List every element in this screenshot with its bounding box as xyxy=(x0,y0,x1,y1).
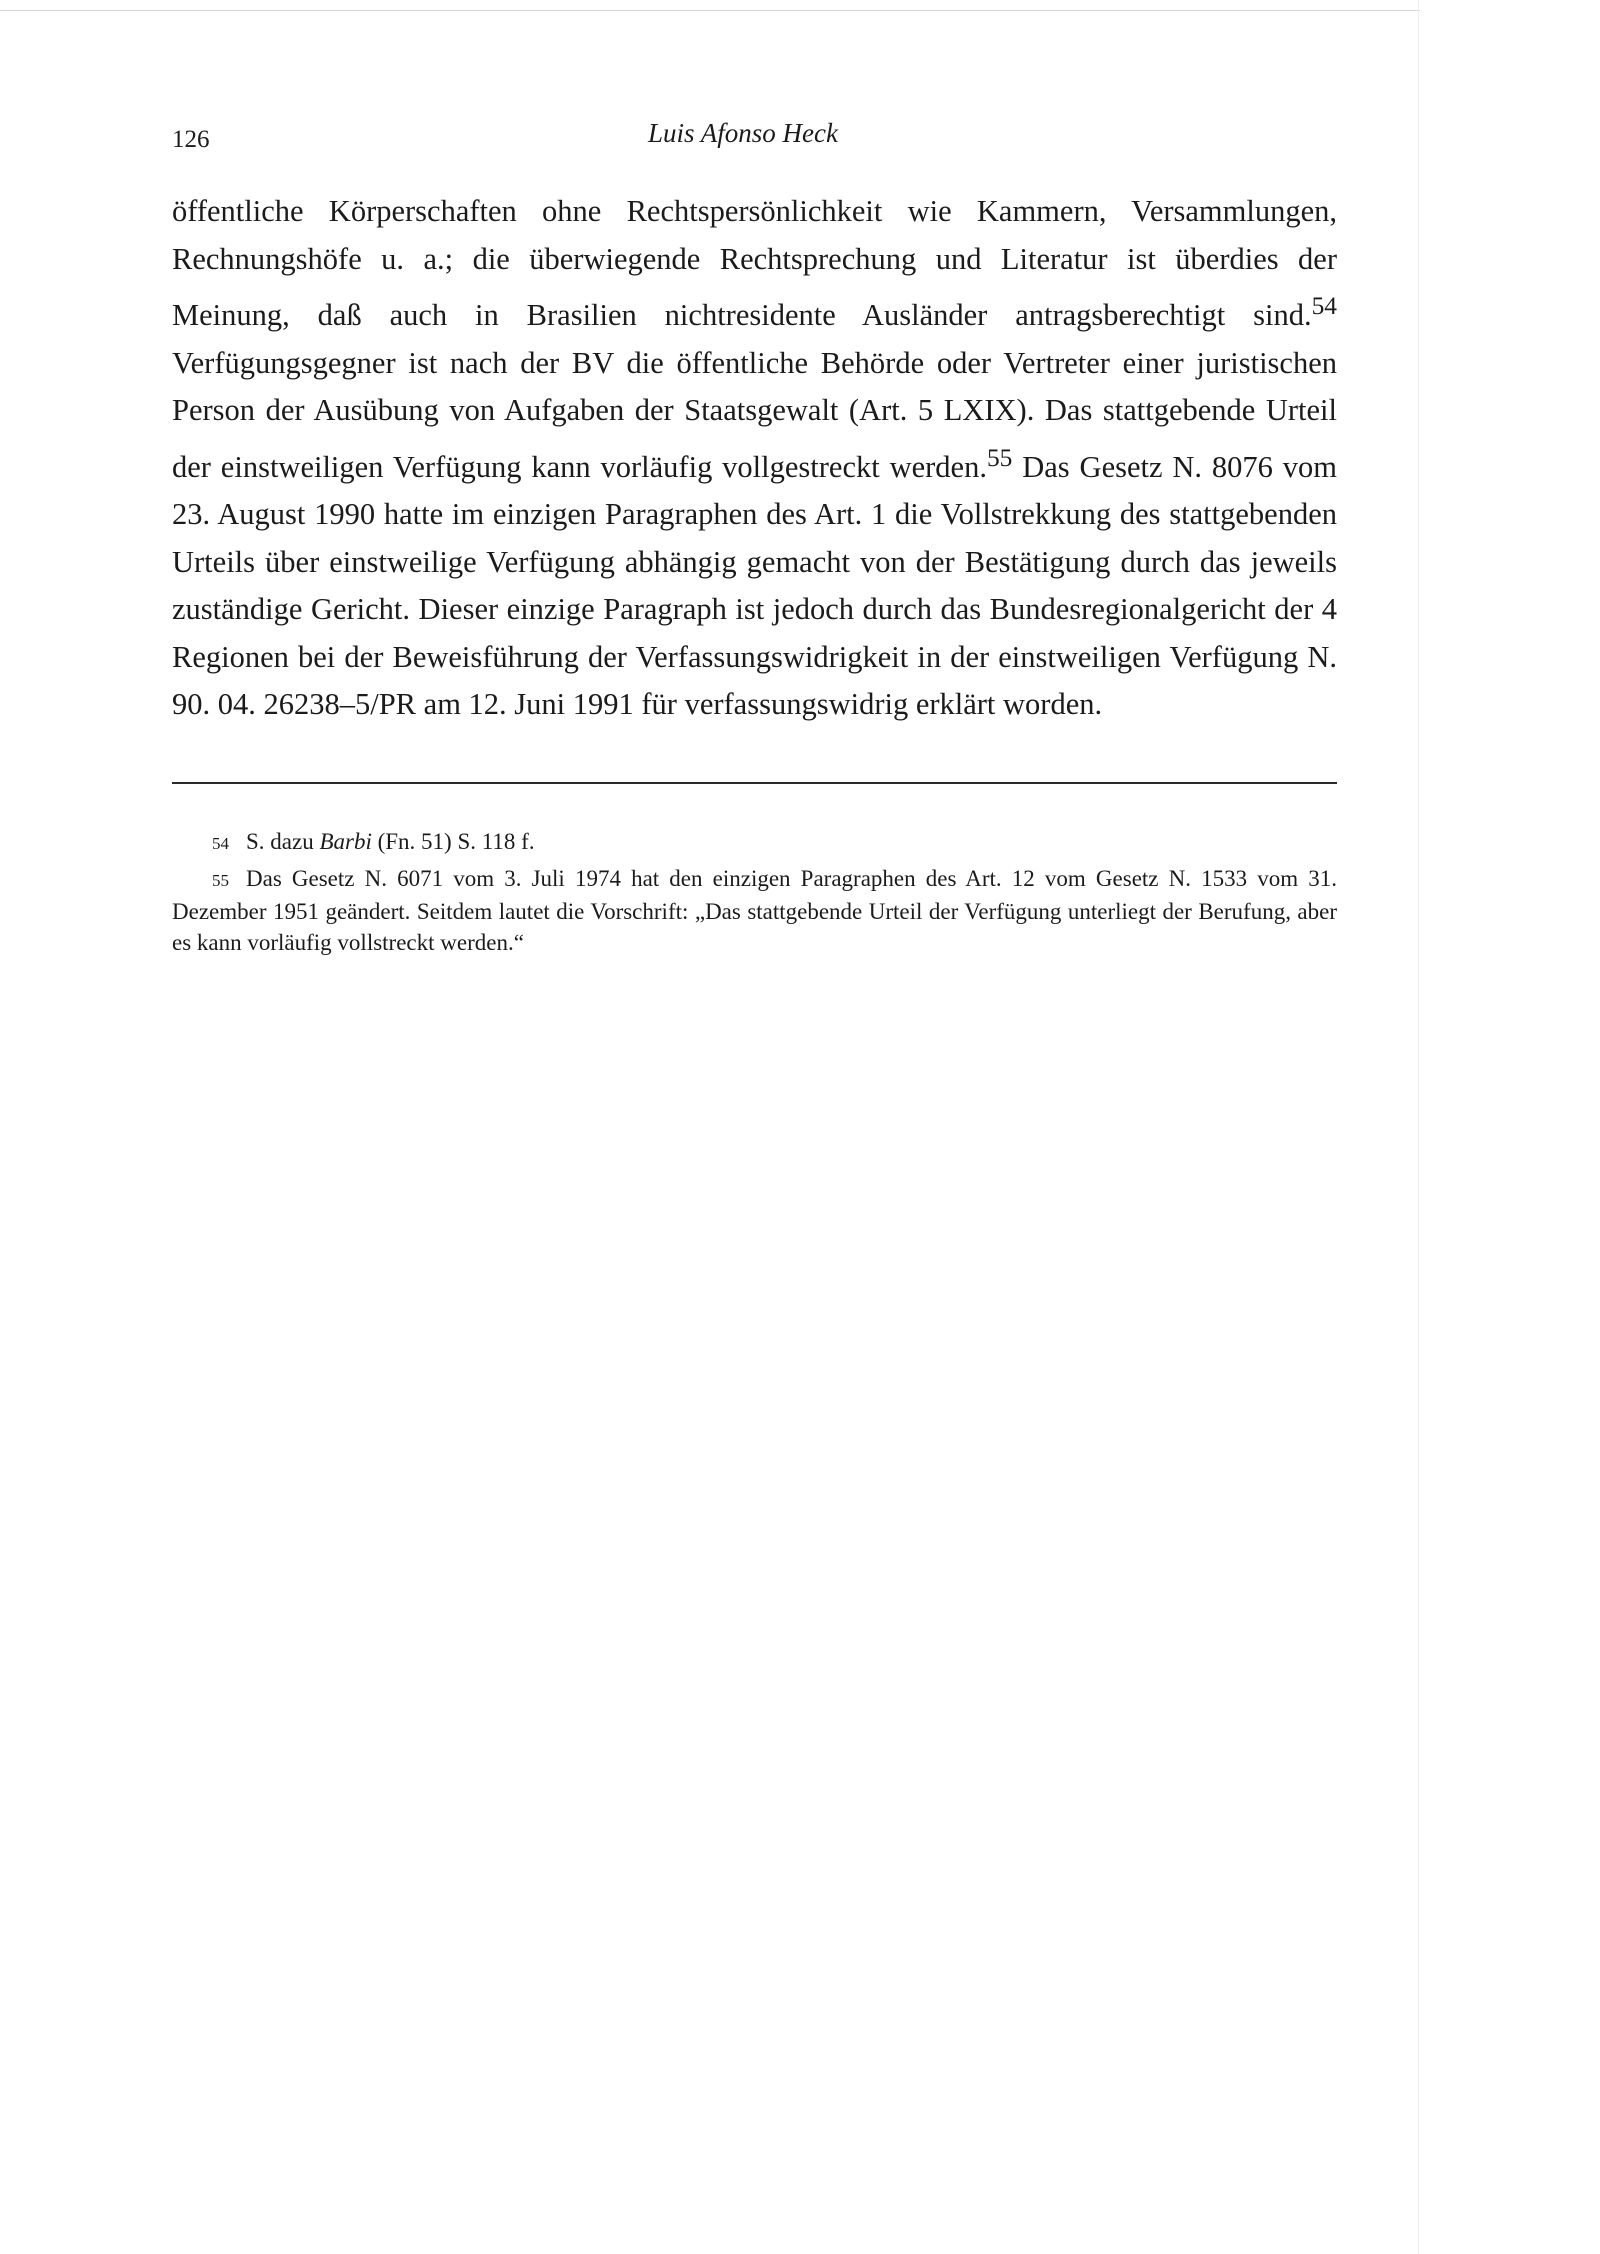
footnote-separator xyxy=(172,782,1337,784)
footnote-number: 55 xyxy=(212,871,229,890)
footnote-54 xyxy=(172,826,1337,859)
footnote-ref-54[interactable]: 54 xyxy=(1311,292,1337,320)
running-head: Luis Afonso Heck xyxy=(648,118,838,148)
footnote-ref-55[interactable]: 55 xyxy=(986,443,1013,472)
body-text-part-3: Das Gesetz N. 8076 vom 23. August 1990 hatte im einzigen Paragraphen des Art. 1 die Vollstrekkung des stattgebenden Urteils über einstweilige Verfügung abhängig gemacht von der Bestätigung durch das jeweils zuständige Gericht. Dieser einzige Paragraph ist jedoch durch das Bundesregionalgericht der 4 Regionen bei der Beweisführung der Verfassungswidrigkeit in der einstweiligen Verfügung N. 90. 04. 26238–5/PR am 12. Juni 1991 für verfassungswidrig erklärt worden. xyxy=(172,449,1337,722)
scan-edge-right xyxy=(1418,0,1419,2254)
footnote-55 xyxy=(172,863,1337,958)
footnotes xyxy=(172,826,1337,962)
body-text-part-2: Verfügungsgegner ist nach der BV die öffentliche Behörde oder Vertreter einer juristischen Person der Ausübung von Aufgaben der Staatsgewalt (Art. 5 LXIX). Das stattgebende Urteil der einstweiligen Verfügung kann vorläufig vollgestreckt werden. xyxy=(172,345,1337,484)
page-number: 126 xyxy=(172,126,210,153)
footnote-text: (Fn. 51) S. 118 f. xyxy=(371,829,535,854)
body-text-part-1: öffentliche Körperschaften ohne Rechtspersönlichkeit wie Kammern, Versammlungen, Rechnungshöfe u. a.; die überwiegende Rechtsprechung und Literatur ist überdies der Meinung, daß auch in Brasilien nichtresidente Ausländer antragsberechtigt sind. xyxy=(172,194,1337,333)
footnote-text: Das Gesetz N. 6071 vom 3. Juli 1974 hat den einzigen Paragraphen des Art. 12 vom Gesetz N. 1533 vom 31. Dezember 1951 geändert. Seitdem lautet die Vorschrift: „Das stattgebende Urteil der Verfügung unterliegt der Berufung, aber es kann vorläufig vollstreckt werden.“ xyxy=(172,866,1337,955)
footnote-text: S. dazu xyxy=(246,829,320,854)
body-paragraph xyxy=(172,188,1337,729)
footnote-number: 54 xyxy=(212,834,229,853)
scan-edge-top xyxy=(0,10,1420,11)
footnote-author: Barbi xyxy=(319,829,372,854)
